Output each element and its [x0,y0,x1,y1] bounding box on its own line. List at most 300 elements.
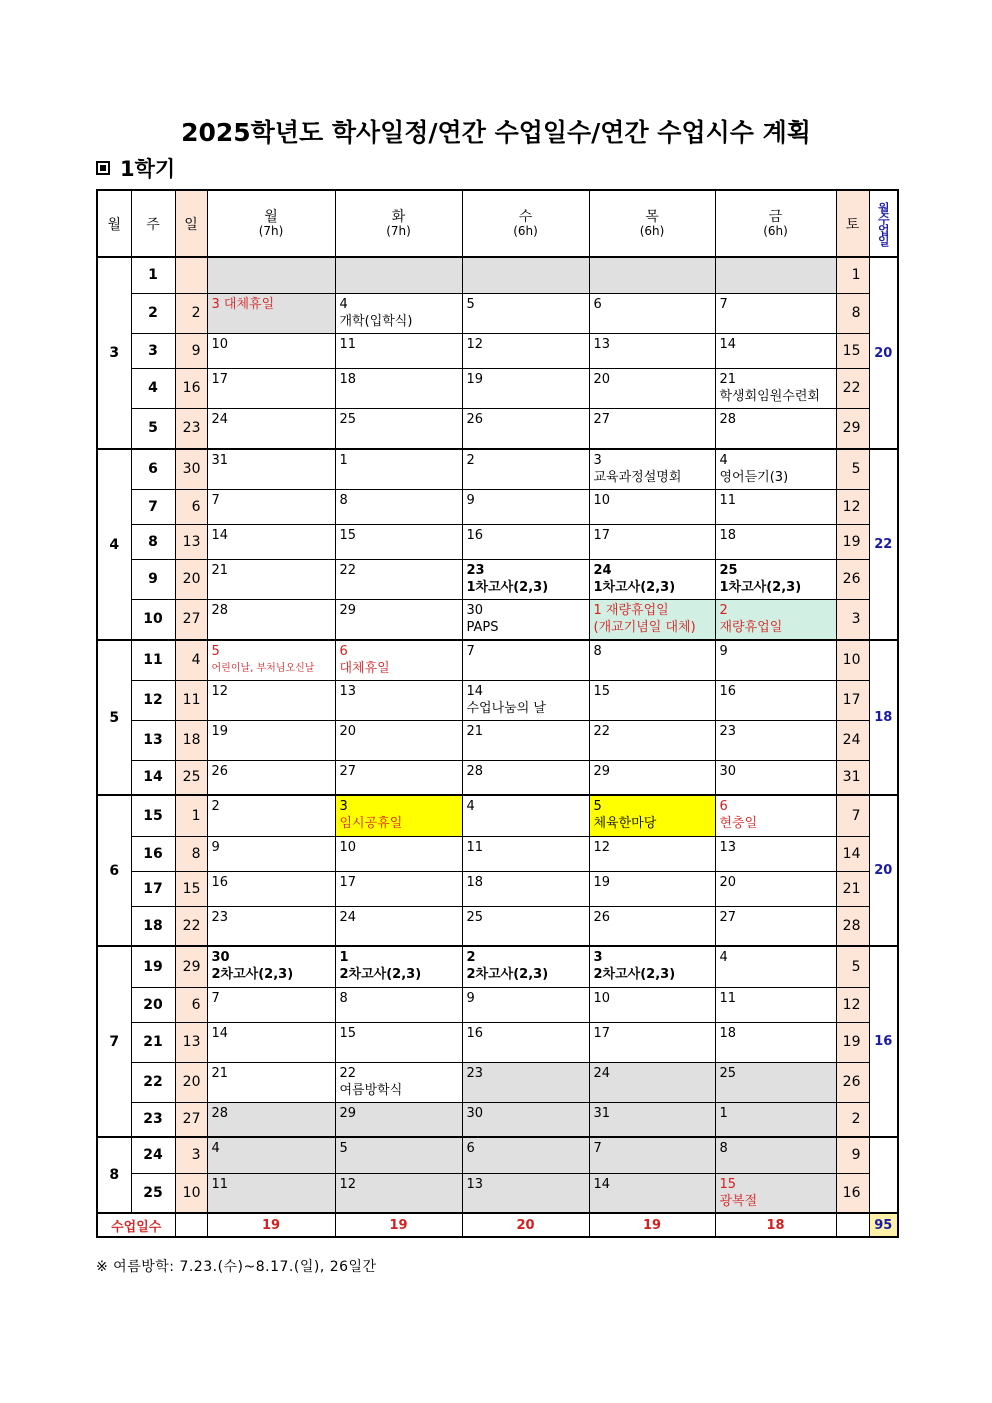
date-number: 7 [211,990,220,1006]
day-cell-tue [335,449,462,489]
day-cell-wed [462,1137,589,1173]
saturday-date: 14 [836,836,869,871]
day-cell-tue [335,1173,462,1213]
monthly-school-days [869,1137,898,1213]
sunday-date: 20 [175,559,207,599]
saturday-date: 29 [836,408,869,449]
day-cell-wed [462,408,589,449]
day-cell-wed [462,1062,589,1102]
sunday-date: 27 [175,599,207,640]
day-cell-tue [335,559,462,599]
date-number: 14 [211,1025,229,1041]
date-number: 20 [339,723,357,739]
week-row [97,760,898,795]
date-number: 24 [339,909,357,925]
day-cell-wed [462,871,589,906]
sunday-date: 16 [175,368,207,408]
date-number: 8 [593,644,602,659]
day-cell-thu [589,1137,715,1173]
saturday-date: 26 [836,1062,869,1102]
event-label: 현충일 [719,816,758,831]
total-days-mon: 19 [207,1213,335,1237]
event-label: 2차고사(2,3) [339,967,422,982]
date-number: 29 [339,1105,357,1121]
saturday-date: 15 [836,333,869,368]
day-cell-tue [335,293,462,333]
day-cell-wed [462,489,589,524]
day-cell-fri [715,946,836,987]
week-row [97,1173,898,1213]
date-number: 11 [719,990,737,1006]
date-number: 15 [339,1025,357,1041]
sunday-date: 23 [175,408,207,449]
day-cell-thu [589,871,715,906]
event-label: 재량휴업일 [719,619,783,635]
date-number: 29 [339,602,357,618]
day-cell-mon [207,1022,335,1062]
page-title: 2025학년도 학사일정/연간 수업일수/연간 수업시수 계획 [181,118,811,147]
header-tuesday-label: 화 [391,208,406,225]
event-label: (개교기념일 대체) [593,619,696,635]
date-number: 17 [211,371,229,387]
day-cell-mon [207,946,335,987]
day-cell-wed [462,720,589,760]
week-number: 9 [131,559,175,599]
event-label: 대체휴일 [339,661,390,676]
day-cell-thu [589,836,715,871]
saturday-date: 2 [836,1102,869,1137]
date-number: 15 [719,1176,737,1192]
day-cell-tue [335,408,462,449]
date-number: 17 [339,874,357,890]
day-cell-wed [462,795,589,836]
day-cell-fri [715,720,836,760]
day-cell-tue [335,599,462,640]
week-number: 22 [131,1062,175,1102]
date-number: 19 [466,371,484,387]
monthly-school-days: 22 [869,449,898,640]
date-number: 2 [211,799,220,814]
day-cell-tue [335,906,462,946]
date-number: 13 [719,839,737,855]
date-number: 15 [339,527,357,543]
week-number: 6 [131,449,175,489]
saturday-date: 8 [836,293,869,333]
date-number: 16 [719,683,737,699]
event-label: 수업나눔의 날 [466,700,546,716]
header-wednesday [462,190,589,257]
date-number: 13 [339,683,357,699]
grand-total-days: 95 [869,1213,898,1237]
date-number: 16 [466,1025,484,1041]
week-row [97,1062,898,1102]
saturday-date: 26 [836,559,869,599]
day-cell-tue [335,489,462,524]
event-label: 2차고사(2,3) [211,967,294,982]
date-number: 21 [719,371,737,387]
day-cell-tue [335,720,462,760]
day-cell-tue [335,1137,462,1173]
date-number: 24 [593,1065,611,1081]
saturday-date: 12 [836,489,869,524]
total-days-tue: 19 [335,1213,462,1237]
saturday-date: 16 [836,1173,869,1213]
date-number: 13 [593,336,611,352]
day-cell-tue [335,1102,462,1137]
date-number: 3 대체휴일 [211,296,275,312]
day-cell-fri [715,1137,836,1173]
date-number: 3 [339,799,348,814]
saturday-date: 7 [836,795,869,836]
date-number: 12 [211,683,229,699]
date-number: 12 [466,336,484,352]
day-cell-fri [715,293,836,333]
date-number: 11 [466,839,484,855]
day-cell-tue [335,836,462,871]
week-number: 13 [131,720,175,760]
date-number: 30 [466,602,484,618]
header-monday-hours: (7h) [258,223,284,238]
week-row [97,333,898,368]
date-number: 14 [211,527,229,543]
saturday-date: 1 [836,257,869,293]
header-tuesday [335,190,462,257]
week-number: 16 [131,836,175,871]
date-number: 28 [211,1105,229,1121]
day-cell-wed [462,1022,589,1062]
date-number: 13 [466,1176,484,1192]
date-number: 12 [593,839,611,855]
day-cell-thu [589,1173,715,1213]
date-number: 4 [339,296,348,312]
event-label: 임시공휴일 [339,816,403,831]
saturday-date: 22 [836,368,869,408]
saturday-date: 19 [836,1022,869,1062]
date-number: 15 [593,683,611,699]
day-cell-tue [335,795,462,836]
week-number: 2 [131,293,175,333]
week-row [97,680,898,720]
date-number: 1 [719,1105,728,1121]
week-number: 18 [131,906,175,946]
header-row [97,190,898,257]
header-friday-label: 금 [768,208,783,225]
week-number: 17 [131,871,175,906]
day-cell-mon [207,599,335,640]
week-number: 11 [131,640,175,680]
date-number: 14 [719,336,737,352]
date-number: 17 [593,527,611,543]
saturday-date: 12 [836,987,869,1022]
sunday-date: 9 [175,333,207,368]
week-row [97,906,898,946]
event-label: 개학(입학식) [339,313,413,329]
sunday-date: 11 [175,680,207,720]
day-cell-mon [207,1102,335,1137]
monthly-school-days: 20 [869,795,898,946]
week-row [97,293,898,333]
day-cell-fri [715,871,836,906]
total-empty-sunday [175,1213,207,1237]
date-number: 23 [466,1065,484,1081]
date-number: 7 [719,296,728,312]
day-cell-fri [715,257,836,293]
header-monday-label: 월 [264,208,278,225]
week-number: 25 [131,1173,175,1213]
saturday-date: 5 [836,449,869,489]
sunday-date: 6 [175,987,207,1022]
day-cell-wed [462,257,589,293]
day-cell-thu [589,524,715,559]
week-number: 10 [131,599,175,640]
week-number: 23 [131,1102,175,1137]
sunday-date: 1 [175,795,207,836]
day-cell-mon [207,368,335,408]
date-number: 16 [466,527,484,543]
date-number: 26 [211,763,229,779]
date-number: 28 [719,411,737,427]
date-number: 12 [339,1176,357,1192]
date-number: 11 [719,492,737,508]
week-row [97,871,898,906]
month-cell: 6 [97,795,131,946]
date-number: 25 [719,562,738,578]
day-cell-fri [715,489,836,524]
day-cell-wed [462,640,589,680]
day-cell-fri [715,599,836,640]
date-number: 21 [211,562,229,578]
date-number: 23 [211,909,229,925]
date-number: 20 [593,371,611,387]
event-label: 1차고사(2,3) [593,579,676,595]
week-row [97,257,898,293]
header-friday [715,190,836,257]
date-number: 6 [719,799,728,814]
sunday-date: 13 [175,1022,207,1062]
day-cell-mon [207,1137,335,1173]
saturday-date: 24 [836,720,869,760]
date-number: 24 [593,562,612,578]
date-number: 6 [593,296,602,312]
day-cell-thu [589,599,715,640]
day-cell-thu [589,368,715,408]
sunday-date: 20 [175,1062,207,1102]
date-number: 26 [466,411,484,427]
date-number: 8 [719,1141,728,1156]
sunday-date: 2 [175,293,207,333]
section-title: 1학기 [120,157,176,181]
date-number: 9 [719,644,728,659]
day-cell-tue [335,1062,462,1102]
date-number: 30 [211,950,230,965]
event-label: PAPS [466,619,499,635]
sunday-date: 10 [175,1173,207,1213]
day-cell-mon [207,559,335,599]
date-number: 29 [593,763,611,779]
sunday-date [175,257,207,293]
sunday-date: 8 [175,836,207,871]
day-cell-wed [462,559,589,599]
totals-row [97,1213,898,1237]
saturday-date: 5 [836,946,869,987]
day-cell-mon [207,680,335,720]
date-number: 28 [466,763,484,779]
date-number: 7 [466,644,475,659]
day-cell-wed [462,368,589,408]
date-number: 11 [339,336,357,352]
week-number: 8 [131,524,175,559]
header-monthly-days-label: 월수업일 [876,201,891,246]
day-cell-tue [335,640,462,680]
week-number: 15 [131,795,175,836]
day-cell-fri [715,1022,836,1062]
day-cell-wed [462,1102,589,1137]
date-number: 5 [211,644,220,659]
week-row [97,408,898,449]
day-cell-fri [715,640,836,680]
date-number: 5 [593,799,602,814]
date-number: 4 [719,453,728,468]
date-number: 18 [466,874,484,890]
day-cell-mon [207,987,335,1022]
date-number: 4 [719,950,728,965]
week-row [97,640,898,680]
date-number: 6 [339,644,348,659]
day-cell-mon [207,1062,335,1102]
date-number: 4 [466,799,475,814]
week-row [97,795,898,836]
day-cell-tue [335,946,462,987]
day-cell-wed [462,680,589,720]
square-bullet-icon [96,161,110,175]
day-cell-thu [589,1102,715,1137]
week-number: 1 [131,257,175,293]
saturday-date: 3 [836,599,869,640]
header-wednesday-label: 수 [518,208,533,225]
event-label: 2차고사(2,3) [466,967,549,982]
total-days-fri: 18 [715,1213,836,1237]
event-label: 광복절 [719,1193,758,1209]
date-number: 22 [339,562,357,578]
date-number: 18 [339,371,357,387]
day-cell-thu [589,680,715,720]
day-cell-tue [335,680,462,720]
day-cell-thu [589,906,715,946]
date-number: 10 [593,990,611,1006]
total-days-label: 수업일수 [97,1213,175,1237]
date-number: 14 [593,1176,611,1192]
day-cell-thu [589,449,715,489]
summer-vacation-note: ※ 여름방학: 7.23.(수)~8.17.(일), 26일간 [96,1259,377,1275]
date-number: 7 [593,1141,602,1156]
day-cell-thu [589,408,715,449]
date-number: 8 [339,492,348,508]
week-row [97,368,898,408]
day-cell-fri [715,987,836,1022]
week-row [97,836,898,871]
day-cell-mon [207,836,335,871]
sunday-date: 15 [175,871,207,906]
sunday-date: 25 [175,760,207,795]
date-number: 9 [211,839,220,855]
week-number: 4 [131,368,175,408]
week-row [97,946,898,987]
day-cell-fri [715,836,836,871]
day-cell-thu [589,760,715,795]
day-cell-mon [207,489,335,524]
saturday-date: 17 [836,680,869,720]
day-cell-fri [715,559,836,599]
date-number: 11 [211,1176,229,1192]
week-row [97,449,898,489]
week-number: 3 [131,333,175,368]
day-cell-fri [715,449,836,489]
header-saturday: 토 [836,190,869,257]
date-number: 20 [719,874,737,890]
date-number: 10 [211,336,229,352]
header-wednesday-hours: (6h) [513,223,538,238]
date-number: 26 [593,909,611,925]
sunday-date: 6 [175,489,207,524]
day-cell-tue [335,987,462,1022]
month-cell: 4 [97,449,131,640]
date-number: 16 [211,874,229,890]
sunday-date: 3 [175,1137,207,1173]
date-number: 30 [466,1105,484,1121]
event-label: 학생회임원수련회 [719,388,820,404]
week-row [97,720,898,760]
date-number: 1 [339,950,349,965]
date-number: 3 [593,453,602,468]
day-cell-tue [335,333,462,368]
event-label: 교육과정설명회 [593,470,682,485]
day-cell-mon [207,720,335,760]
date-number: 14 [466,683,484,699]
date-number: 2 [719,602,728,618]
day-cell-fri [715,1173,836,1213]
date-number: 2 [466,453,475,468]
event-label: 영어듣기(3) [719,470,789,485]
day-cell-fri [715,795,836,836]
date-number: 19 [593,874,611,890]
week-number: 7 [131,489,175,524]
header-friday-hours: (6h) [763,223,788,238]
day-cell-thu [589,257,715,293]
day-cell-thu [589,333,715,368]
day-cell-thu [589,987,715,1022]
saturday-date: 19 [836,524,869,559]
date-number: 24 [211,411,229,427]
day-cell-tue [335,257,462,293]
section-heading [96,153,175,183]
date-number: 1 [339,453,348,468]
week-number: 19 [131,946,175,987]
date-number: 25 [719,1065,737,1081]
date-number: 5 [466,296,475,312]
day-cell-wed [462,760,589,795]
week-number: 24 [131,1137,175,1173]
date-number: 21 [211,1065,229,1081]
saturday-date: 10 [836,640,869,680]
day-cell-mon [207,640,335,680]
event-label: 1차고사(2,3) [719,579,802,595]
event-label: 체육한마당 [593,816,657,831]
saturday-date: 28 [836,906,869,946]
day-cell-wed [462,1173,589,1213]
week-number: 5 [131,408,175,449]
sunday-date: 27 [175,1102,207,1137]
day-cell-fri [715,1102,836,1137]
